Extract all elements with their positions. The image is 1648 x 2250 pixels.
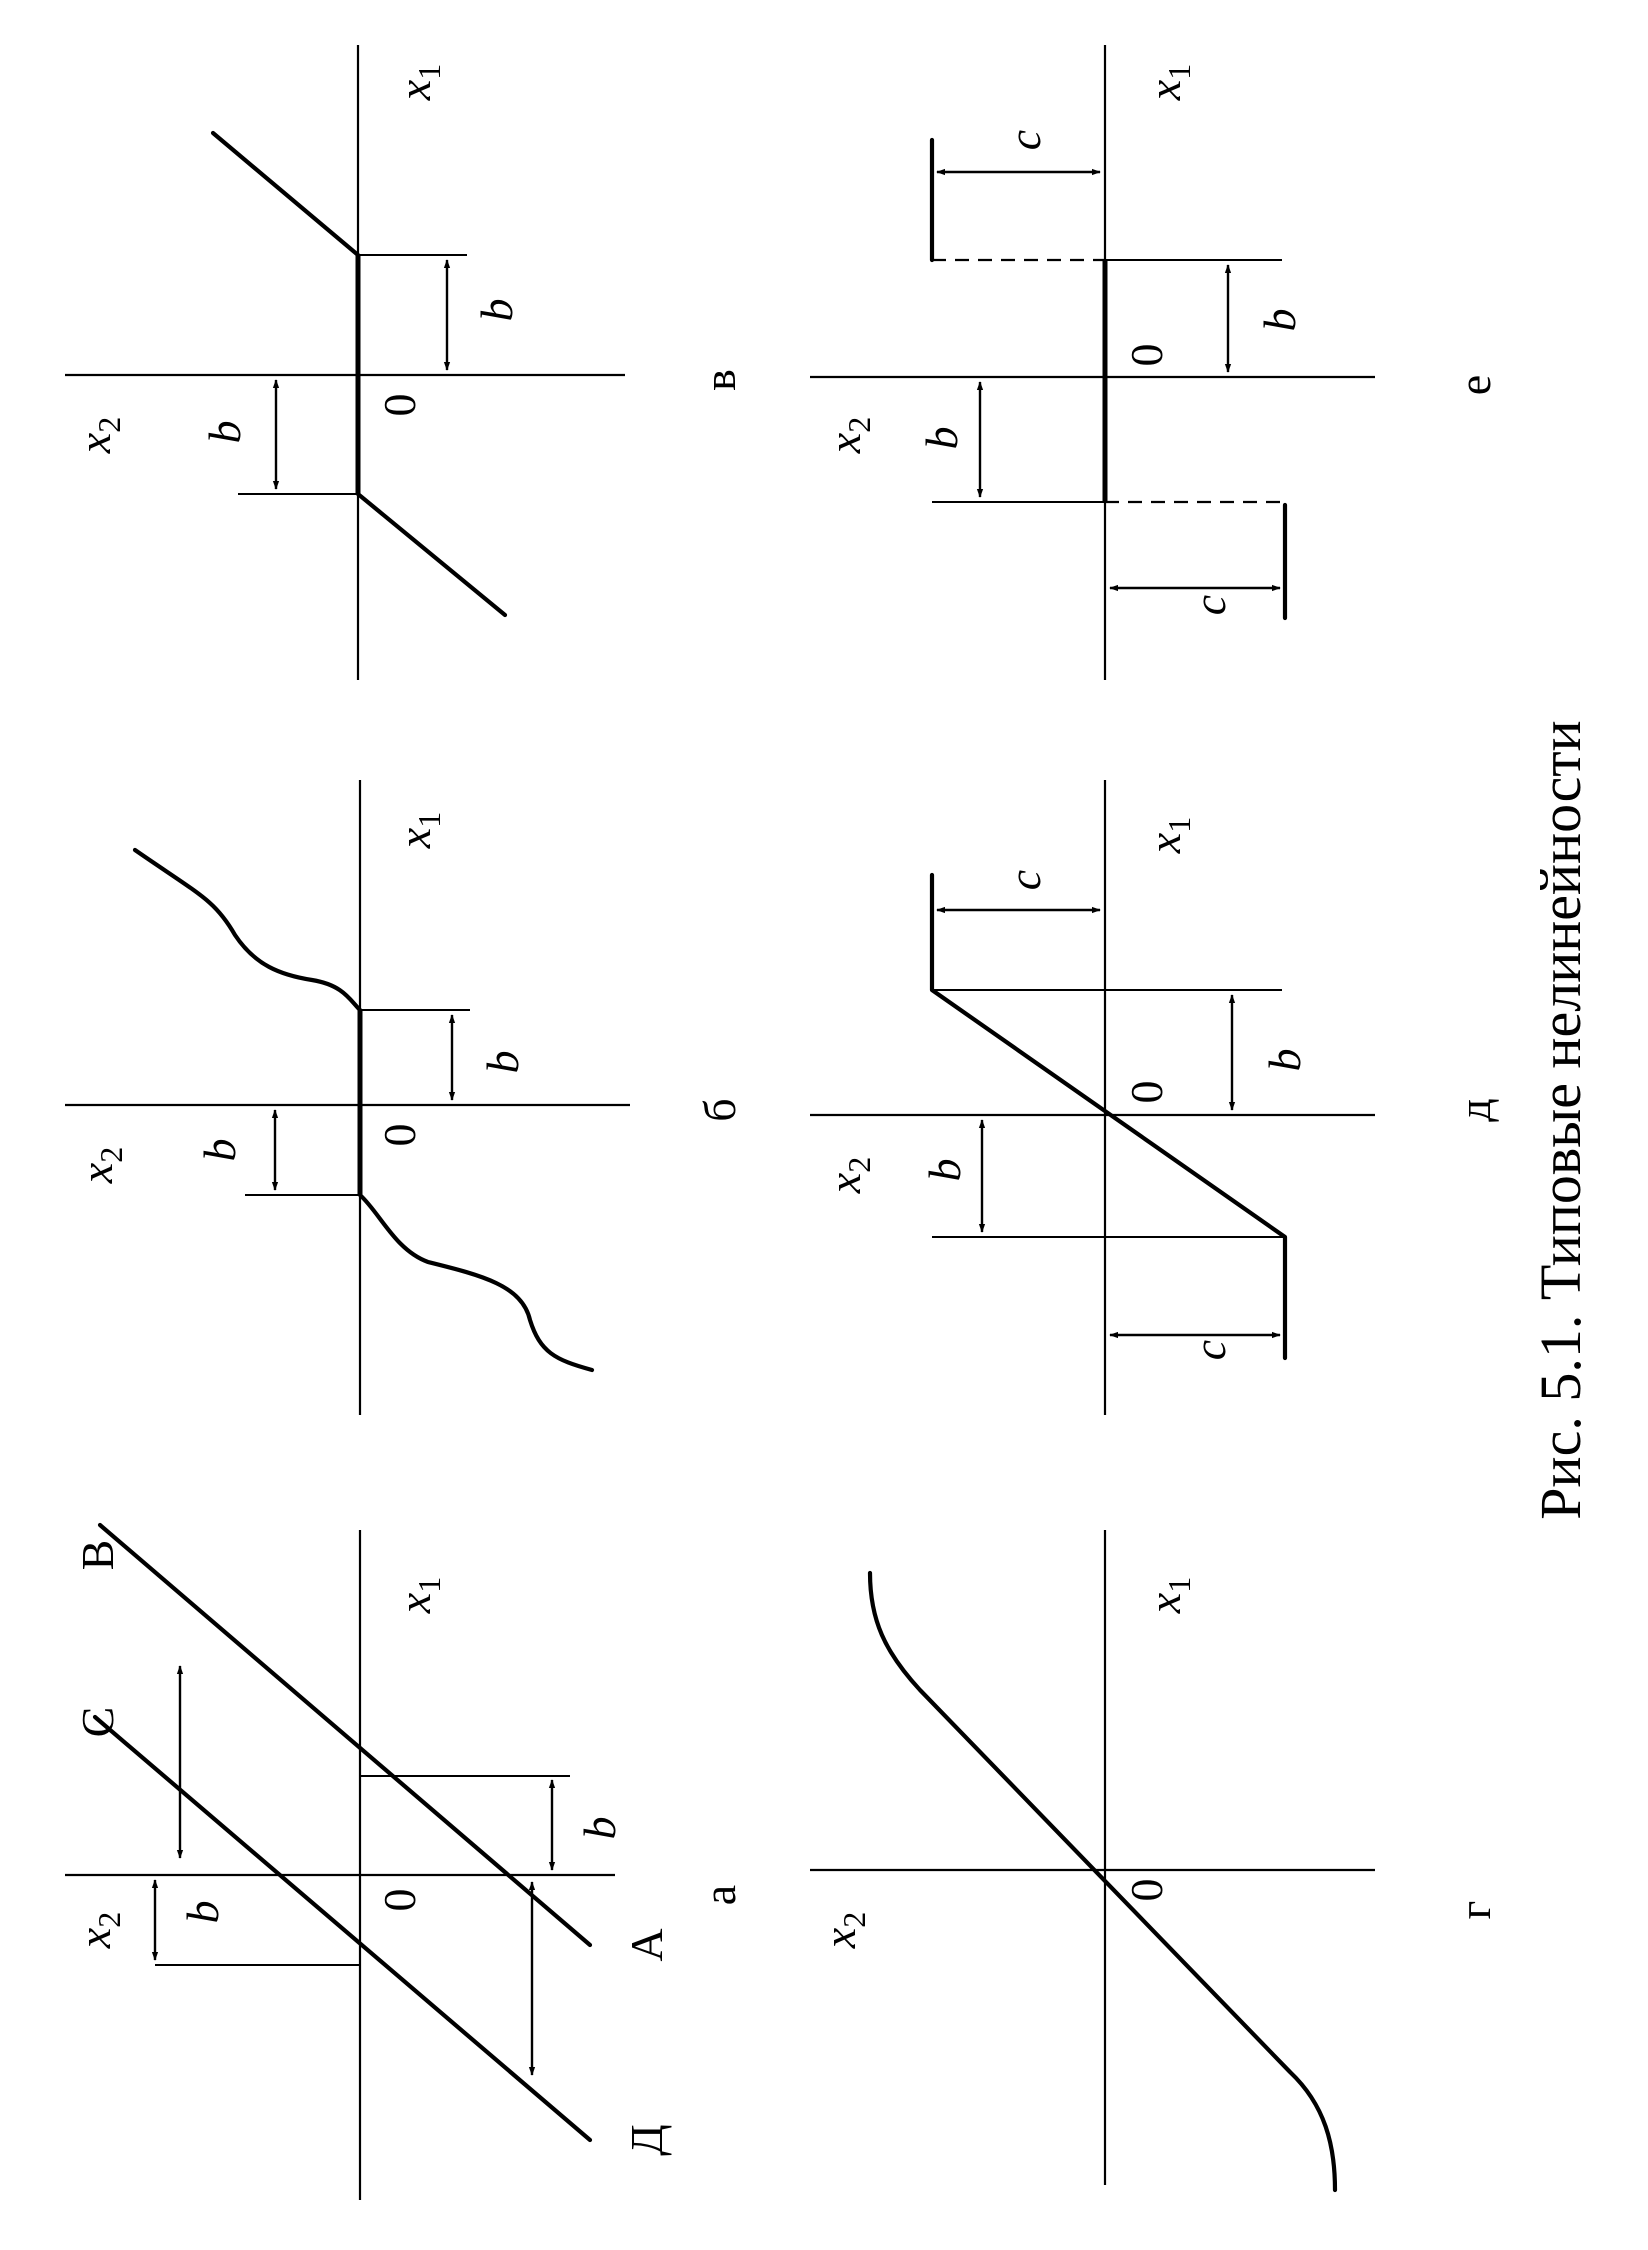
x1-label: $x_1$ xyxy=(1139,816,1197,854)
b-label-right: b xyxy=(1254,308,1305,332)
x2-label: $x_2$ xyxy=(69,416,127,454)
panel-e xyxy=(810,45,1500,680)
panel-label-d: д xyxy=(1449,1098,1500,1122)
panel-label-e: е xyxy=(1449,374,1500,396)
deadzone-line-lower xyxy=(358,494,505,615)
c-label-left: c xyxy=(1184,1339,1235,1361)
panel-label-v: в xyxy=(694,369,745,391)
line-label-d: Д xyxy=(621,2124,672,2156)
panel-g xyxy=(810,1530,1500,2190)
b-label-right: b xyxy=(574,1816,625,1840)
saturation-line xyxy=(932,875,1285,1361)
panel-d xyxy=(810,780,1500,1415)
x2-label: $x_2$ xyxy=(814,1911,872,1949)
b-label-left: b xyxy=(199,420,250,444)
origin-label: 0 xyxy=(1121,343,1172,367)
b-label-left: b xyxy=(916,426,967,450)
line-label-a: А xyxy=(621,1928,672,1962)
x1-label: $x_1$ xyxy=(389,1576,447,1614)
panel-label-b: б xyxy=(694,1098,745,1122)
x1-label: $x_1$ xyxy=(389,811,447,849)
origin-label: 0 xyxy=(374,393,425,417)
deadzone-curve-lower xyxy=(360,1195,592,1370)
x1-label: $x_1$ xyxy=(389,63,447,101)
hysteresis-line-cd xyxy=(95,1717,590,2140)
x2-label: $x_2$ xyxy=(69,1911,127,1949)
b-label-left: b xyxy=(919,1158,970,1182)
saturation-curve xyxy=(870,1573,1335,2190)
c-label-right: c xyxy=(999,869,1050,891)
origin-label: 0 xyxy=(374,1123,425,1147)
origin-label: 0 xyxy=(374,1888,425,1912)
x1-label: $x_1$ xyxy=(1139,1576,1197,1614)
b-label-left: b xyxy=(194,1138,245,1162)
b-label-left: b xyxy=(177,1900,228,1924)
hysteresis-line-ab xyxy=(100,1525,590,1945)
panel-label-a: а xyxy=(694,1884,745,1906)
x2-label: $x_2$ xyxy=(819,416,877,454)
x2-label: $x_2$ xyxy=(819,1156,877,1194)
panel-a xyxy=(65,1525,745,2200)
x1-label: $x_1$ xyxy=(1139,63,1197,101)
line-label-v: В xyxy=(72,1539,123,1571)
b-label-right: b xyxy=(477,1050,528,1074)
c-label-left: c xyxy=(1184,594,1235,616)
b-label-right: b xyxy=(471,298,522,322)
panel-v xyxy=(65,45,745,680)
c-label-right: c xyxy=(999,129,1050,151)
deadzone-line-upper xyxy=(213,133,358,255)
origin-label: 0 xyxy=(1121,1080,1172,1104)
panel-label-g: г xyxy=(1449,1900,1500,1920)
origin-label: 0 xyxy=(1121,1878,1172,1902)
b-label-right: b xyxy=(1259,1048,1310,1072)
line-label-s: С xyxy=(72,1706,123,1738)
deadzone-curve-upper xyxy=(135,850,360,1010)
figure-caption: Рис. 5.1. Типовые нелинейности xyxy=(1528,720,1593,1520)
x2-label: $x_2$ xyxy=(71,1146,129,1184)
panel-b xyxy=(65,780,745,1415)
